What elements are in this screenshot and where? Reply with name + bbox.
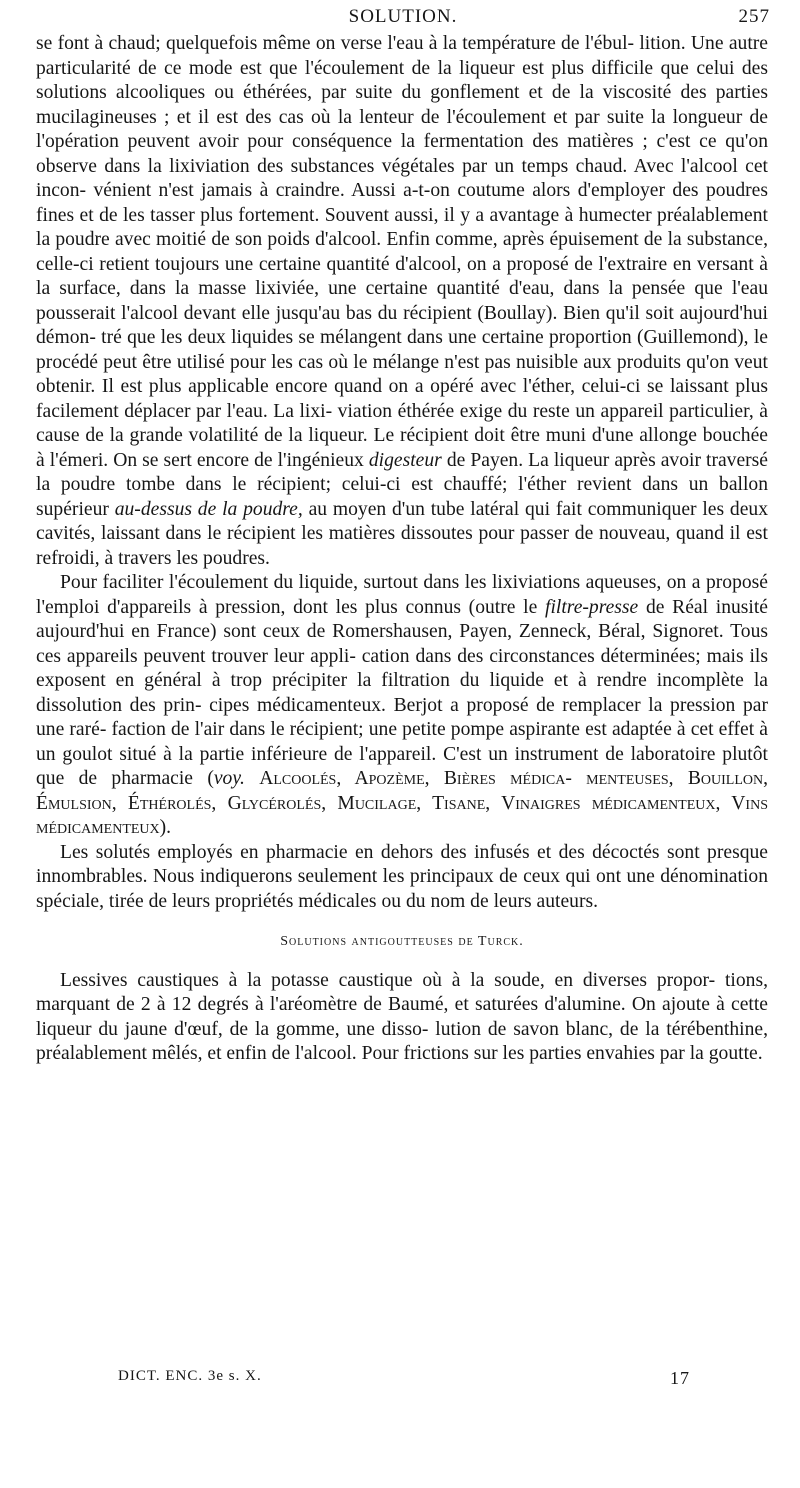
body-text (36, 32, 768, 1067)
para4-text: Lessives caustiques à la potasse caustique où à la soude, en diverses propor- tions, marquant de 2 à 12 degrés à l'aréomètre de Baumé, et saturées d'alumine. On ajoute à cette liqueur du jaune d'œuf, de la gomme, une disso- lution de savon blanc, de la térébenthine, préalablement mêlés, et enfin de l'alcool. Pour frictions sur les parties envahies par la goutte. (36, 969, 768, 1064)
paragraph-solutes (36, 841, 768, 915)
paragraph-lessives (36, 969, 768, 1067)
para2-end: ). (159, 817, 172, 838)
para2-emphasis-filtre-presse: filtre-presse (545, 596, 639, 618)
para2-emphasis-voy: voy. (213, 768, 245, 789)
para3-text: Les solutés employés en pharmacie en dehors des infusés et des décoctés sont presque innombrables. Nous indiquerons seulement les principaux de ceux qui ont une dénomination spéciale, tirée de leurs propriétés médicales ou du nom de leurs auteurs. (36, 841, 768, 912)
para2-start: Pour faciliter l'écoulement du liquide, surtout dans les lixiviations aqueuses, on a proposé l'emploi d'appareils à pression, dont les plus connus (outre le (36, 572, 768, 618)
para1-end: au moyen d'un tube latéral qui fait communiquer les deux cavités, laissant dans le récipient les matières dissoutes pour passer de nouveau, quand il est refroidi, à travers les poudres. (36, 498, 768, 569)
para1-emphasis-digesteur: digesteur (368, 449, 442, 471)
running-title: SOLUTION. (348, 6, 458, 27)
printer-signature: DICT. ENC. 3e s. X. (118, 1368, 262, 1384)
page-footer (118, 1368, 690, 1394)
para2-cross-references: Alcoolés, Apozème, Bières médica- menteuses, Bouillon, Émulsion, Éthérolés, Glycérolés, Mucilage, Tisane, Vinaigres médicamenteux, Vins médicamenteux (36, 768, 769, 838)
para1-middle: de Payen. La liqueur après avoir traversé la poudre tombe dans le récipient; celui-ci est chauffé; l'éther revient dans un ballon supérieur (36, 449, 769, 520)
paragraph-lixiviation (36, 32, 768, 571)
section-subheading: Solutions antigoutteuses de Turck. (280, 934, 524, 949)
para1-text: se font à chaud; quelquefois même on verse l'eau à la température de l'ébul- lition. Une autre particularité de ce mode est que l'écoulement de la liqueur est plus difficile que celui des solutions alcooliques ou éthérées, par suite du gonflement et de la viscosité des parties mucilagineuses ; et il est des cas où la lenteur de l'écoulement et par suite la longueur de l'opération peuvent avoir pour conséquence la fermentation des matières ; c'est ce qu'on observe dans la lixiviation des substances végétales par un temps chaud. Avec l'alcool cet incon- vénient n'est jamais à craindre. Aussi a-t-on coutume alors d'employer des poudres fines et de les tasser plus fortement. Souvent aussi, il y a avantage à humecter préalablement la poudre avec moitié de son poids d'alcool. Enfin comme, après épuisement de la substance, celle-ci retient toujours une certaine quantité d'alcool, on a proposé de l'extraire en versant à la surface, dans la masse lixiviée, une certaine quantité d'eau, dans la pensée que l'eau pousserait l'alcool devant elle jusqu'au bas du récipient (Boullay). Bien qu'il soit aujourd'hui démon- tré que les deux liquides se mélangent dans une certaine proportion (Guillemond), le procédé peut être utilisé pour les cas où le mélange n'est pas nuisible aux produits qu'on veut obtenir. Il est plus applicable encore quand on a opéré avec l'éther, celui-ci se laissant plus facilement déplacer par l'eau. La lixi- viation éthérée exige du reste un appareil particulier, à cause de la grande volatilité de la liqueur. Le récipient doit être muni d'une allonge bouchée à l'émeri. On se sert encore de l'ingénieux (36, 33, 768, 471)
sheet-number: 17 (670, 1368, 690, 1388)
paragraph-pression (36, 571, 768, 841)
running-header (36, 4, 770, 34)
para1-emphasis-poudre: au-dessus de la poudre, (114, 498, 303, 520)
para2-middle: de Réal inusité aujourd'hui en France) sont ceux de Romershausen, Payen, Zenneck, Béral, Signoret. Tous ces appareils peuvent trouver leur appli- cation dans des circonstances déterminées; mais ils exposent en général à trop précipiter la filtration du liquide et à rendre incomplète la dissolution des prin- cipes médicamenteux. Berjot a proposé de remplacer la pression par une raré- faction de l'air dans le récipient; une petite pompe aspirante est adaptée à cet effet à un goulot situé à la partie inférieure de l'appareil. C'est un instrument de laboratoire plutôt que de pharmacie ( (36, 596, 768, 789)
page-number: 257 (738, 6, 770, 27)
